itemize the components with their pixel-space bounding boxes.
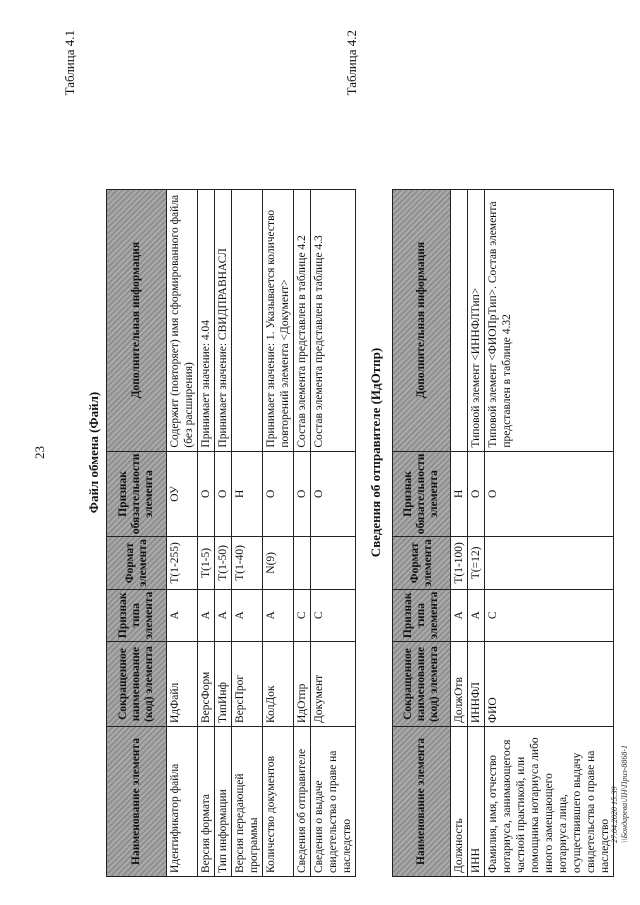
table-row xyxy=(232,189,263,876)
cell-required: ОУ xyxy=(167,451,198,537)
cell-info: Принимает значение: СВИДПРАВНАСЛ xyxy=(215,189,232,451)
col-header-name: Наименование элемента xyxy=(393,727,451,877)
cell-type: А xyxy=(167,589,198,641)
table-row xyxy=(167,189,198,876)
cell-required: О xyxy=(294,451,311,537)
cell-code: ВерсФорм xyxy=(198,642,215,727)
cell-type: А xyxy=(198,589,215,641)
cell-format: T(1-40) xyxy=(232,537,263,589)
cell-required: О xyxy=(263,451,294,537)
stamp-path: \\Бондарева\ЛН\Приз-8868-1 xyxy=(620,744,629,843)
cell-code: ВерсПрог xyxy=(232,642,263,727)
cell-required: О xyxy=(468,451,485,537)
cell-name: Количество документов xyxy=(263,727,294,877)
cell-code: ТипИнф xyxy=(215,642,232,727)
cell-name: Идентификатор файла xyxy=(167,727,198,877)
cell-format: T(1-255) xyxy=(167,537,198,589)
col-header-info: Дополнительная информация xyxy=(107,189,167,451)
cell-code: Документ xyxy=(311,642,356,727)
cell-format: T(1-50) xyxy=(215,537,232,589)
table-row xyxy=(294,189,311,876)
table-row xyxy=(198,189,215,876)
col-header-required: Признак обязательности элемента xyxy=(393,451,451,537)
table-row xyxy=(215,189,232,876)
table-row xyxy=(451,189,468,876)
cell-info: Типовой элемент <ФИОПрТип>. Состав элемента представлен в таблице 4.32 xyxy=(485,189,614,451)
cell-type: А xyxy=(263,589,294,641)
table-row xyxy=(485,189,614,876)
table-row xyxy=(311,189,356,876)
cell-format: T(1-100) xyxy=(451,537,468,589)
cell-type: А xyxy=(215,589,232,641)
table-row xyxy=(468,189,485,876)
cell-code: ИдФайл xyxy=(167,642,198,727)
cell-required: О xyxy=(215,451,232,537)
cell-name: Версия формата xyxy=(198,727,215,877)
stamp-date: 27.04.2020 15:39 xyxy=(610,786,619,843)
col-header-name: Наименование элемента xyxy=(107,727,167,877)
cell-name: Сведения об отправителе xyxy=(294,727,311,877)
cell-required: Н xyxy=(451,451,468,537)
cell-required: Н xyxy=(232,451,263,537)
cell-info: Принимает значение: 1. Указывается количество повторений элемента <Документ> xyxy=(263,189,294,451)
cell-info: Состав элемента представлен в таблице 4.2 xyxy=(294,189,311,451)
table-4-1 xyxy=(106,189,356,877)
cell-code: ИдОтпр xyxy=(294,642,311,727)
table-4-1-header-row xyxy=(107,189,167,876)
page-number: 23 xyxy=(32,446,47,459)
cell-info: Состав элемента представлен в таблице 4.3 xyxy=(311,189,356,451)
table-4-2-title: Сведения об отправителе (ИдОтпр) xyxy=(368,347,383,558)
print-stamp xyxy=(610,745,630,843)
cell-type: А xyxy=(468,589,485,641)
cell-type: А xyxy=(451,589,468,641)
table-4-2-caption: Таблица 4.2 xyxy=(344,30,359,96)
cell-format xyxy=(485,537,614,589)
cell-format: T(1-5) xyxy=(198,537,215,589)
cell-name: Версия передающей программы xyxy=(232,727,263,877)
col-header-code: Сокращенное наименование (код) элемента xyxy=(393,642,451,727)
cell-format: T(=12) xyxy=(468,537,485,589)
cell-code: ДолжОтв xyxy=(451,642,468,727)
table-4-1-caption: Таблица 4.1 xyxy=(62,30,77,96)
cell-name: Должность xyxy=(451,727,468,877)
cell-code: ФИО xyxy=(485,642,614,727)
table-4-2 xyxy=(392,189,614,877)
cell-code: КолДок xyxy=(263,642,294,727)
cell-type: С xyxy=(311,589,356,641)
col-header-info: Дополнительная информация xyxy=(393,189,451,451)
col-header-format: Формат элемента xyxy=(393,537,451,589)
table-row xyxy=(263,189,294,876)
table-4-2-header-row xyxy=(393,189,451,876)
cell-info xyxy=(232,189,263,451)
cell-required: О xyxy=(485,451,614,537)
cell-name: Фамилия, имя, отчество нотариуса, занимающегося частной практикой, или помощника нотариуса либо иного замещающего нотариуса лица, осуществившего выдачу свидетельства о праве на наследство xyxy=(485,727,614,877)
cell-code: ИННФЛ xyxy=(468,642,485,727)
cell-info: Типовой элемент <ИННФЛТип> xyxy=(468,189,485,451)
cell-name: Сведения о выдаче свидетельства о праве на наследство xyxy=(311,727,356,877)
cell-type: С xyxy=(294,589,311,641)
cell-name: ИНН xyxy=(468,727,485,877)
col-header-format: Формат элемента xyxy=(107,537,167,589)
table-4-1-title: Файл обмена (Файл) xyxy=(86,391,101,514)
cell-info xyxy=(451,189,468,451)
cell-info: Принимает значение: 4.04 xyxy=(198,189,215,451)
cell-required: О xyxy=(198,451,215,537)
cell-type: А xyxy=(232,589,263,641)
cell-format xyxy=(294,537,311,589)
col-header-type: Признак типа элемента xyxy=(107,589,167,641)
cell-info: Содержит (повторяет) имя сформированного файла (без расширения) xyxy=(167,189,198,451)
cell-type: С xyxy=(485,589,614,641)
cell-name: Тип информации xyxy=(215,727,232,877)
col-header-required: Признак обязательности элемента xyxy=(107,451,167,537)
col-header-type: Признак типа элемента xyxy=(393,589,451,641)
cell-format xyxy=(311,537,356,589)
cell-format: N(9) xyxy=(263,537,294,589)
col-header-code: Сокращенное наименование (код) элемента xyxy=(107,642,167,727)
cell-required: О xyxy=(311,451,356,537)
